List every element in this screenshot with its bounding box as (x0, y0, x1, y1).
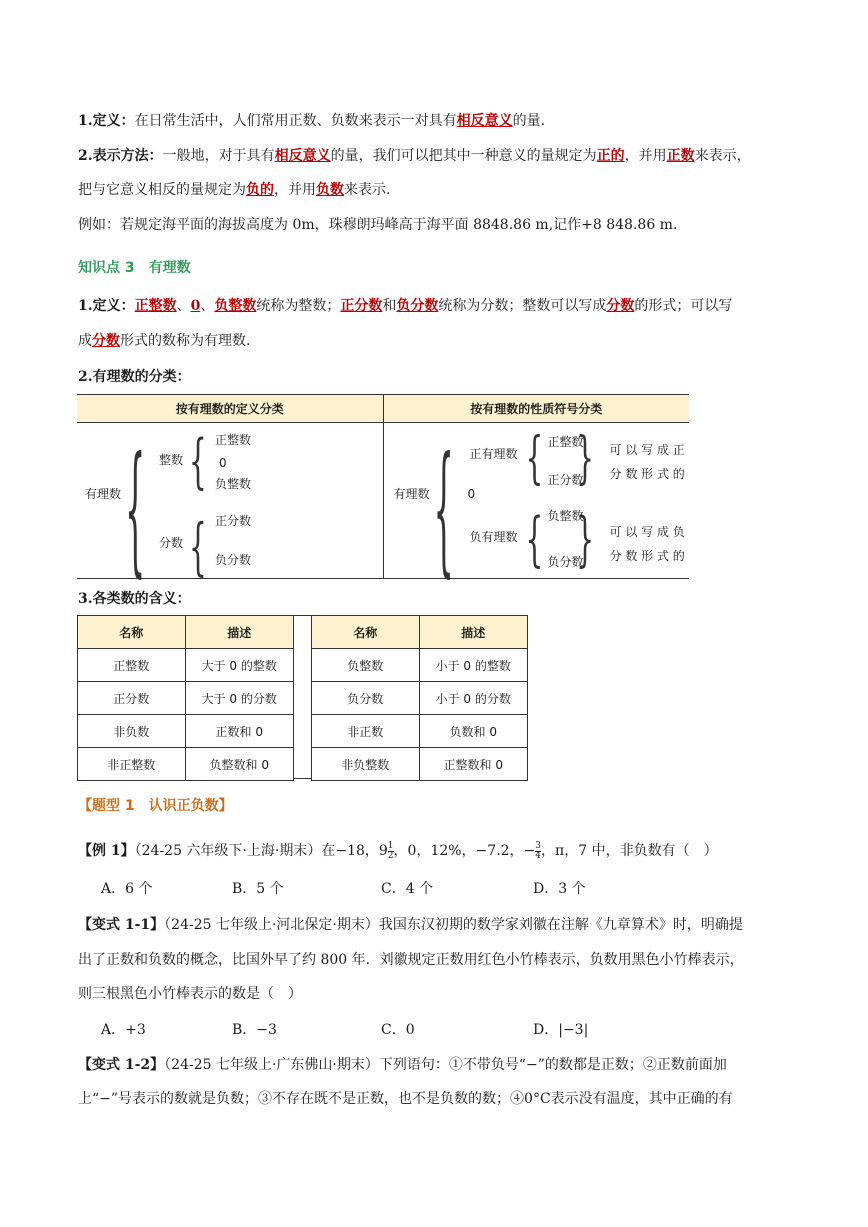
fraction: $\frac{3}{4}$ (535, 840, 542, 861)
option-d[interactable]: D．3 个 (533, 881, 586, 897)
classification-header-sign: 按有理数的性质符号分类 (383, 395, 689, 423)
representation-line-2: 把与它意义相反的量规定为负的，并用负数来表示. (78, 182, 391, 198)
variant-1-1-line-1: 【变式 1-1】（24-25 七年级上·河北保定·期末）我国东汉初期的数学家刘徽在注解《九章算术》时，明确提 (78, 917, 743, 933)
classification-by-definition (77, 423, 383, 593)
classification-header-definition: 按有理数的定义分类 (77, 395, 383, 423)
variant-1-2-line-1: 【变式 1-2】（24-25 七年级上·广东佛山·期末）下列语句：①不带负号“−”的数都是正数；②正数前面加 (78, 1057, 727, 1073)
question-type-heading: 【题型 1 认识正负数】 (78, 798, 233, 814)
section-heading: 知识点 3 有理数 (78, 260, 191, 276)
table-row: 非正整数 负整数和 0 (78, 748, 294, 781)
rational-definition-line-1: 1.定义：正整数、0、负整数统称为整数；正分数和负分数统称为分数；整数可以写成分数的形式；可以写 (78, 298, 733, 314)
tree-negative-integer: 负整数 (547, 509, 584, 523)
variant-1-1-line-2: 出了正数和负数的概念，比国外早了约 800 年．刘徽规定正数用红色小竹棒表示，负数用黑色小竹棒表示， (78, 952, 744, 968)
tree-root: 有理数 (393, 487, 430, 501)
option-a[interactable]: A．6 个 (101, 881, 153, 897)
tree-positive-rational: 正有理数 (469, 447, 518, 461)
option-d[interactable]: D．|−3| (533, 1022, 589, 1038)
brace-icon: { (125, 425, 146, 593)
header-name: 名称 (78, 616, 186, 649)
variant-1-1-line-3: 则三根黑色小竹棒表示的数是（ ） (78, 986, 302, 1002)
example-line: 例如：若规定海平面的海拔高度为 0m，珠穆朗玛峰高于海平面 8848.86 m,记作+8 848.86 m. (78, 217, 678, 233)
variant-1-2-line-2: 上“−”号表示的数就是负数；③不存在既不是正数，也不是负数的数；④0°C表示没有温度，其中正确的有 (78, 1091, 733, 1107)
tree-note-negative-1: 可 以 写 成 负 (609, 525, 685, 539)
tree-fraction: 分数 (159, 536, 184, 550)
header-description: 描述 (419, 616, 528, 649)
meaning-table-right (311, 615, 528, 781)
option-c[interactable]: C．4 个 (381, 881, 434, 897)
option-a[interactable]: A．+3 (101, 1022, 146, 1038)
tree-negative-fraction: 负分数 (547, 555, 584, 569)
tree-integer: 整数 (159, 453, 184, 467)
rational-definition-line-2: 成分数形式的数称为有理数. (78, 333, 251, 349)
tree-zero: 0 (467, 487, 476, 501)
tree-negative-integer: 负整数 (215, 477, 252, 491)
definition-line: 1.定义：在日常生活中，人们常用正数、负数来表示一对具有相反意义的量. (78, 113, 546, 129)
classification-by-sign (383, 423, 689, 593)
example-1-question: 【例 1】（24-25 六年级下·上海·期末）在−18，9 $\frac{1}{2}$ ，0，12%，−7.2，− $\frac{3}{4}$ ，π，7 中，非负数有（ ） (78, 840, 718, 861)
brace-icon: { (575, 505, 594, 575)
option-b[interactable]: B．−3 (232, 1022, 277, 1038)
tree-positive-fraction: 正分数 (215, 514, 252, 528)
tree-positive-integer: 正整数 (215, 433, 252, 447)
tree-negative-fraction: 负分数 (215, 553, 252, 567)
classification-table (77, 394, 689, 593)
option-c[interactable]: C．0 (381, 1022, 415, 1038)
tree-note-negative-2: 分 数 形 式 的 (609, 549, 685, 563)
table-gap (294, 615, 311, 779)
tree-note-positive-2: 分 数 形 式 的 (609, 467, 685, 481)
brace-icon: { (189, 427, 207, 497)
table-row: 负整数 小于 0 的整数 (312, 649, 528, 682)
table-row: 负分数 小于 0 的分数 (312, 682, 528, 715)
option-b[interactable]: B．5 个 (232, 881, 284, 897)
tree-negative-rational: 负有理数 (469, 530, 518, 544)
header-description: 描述 (185, 616, 294, 649)
table-row: 正分数 大于 0 的分数 (78, 682, 294, 715)
table-row: 非正数 负数和 0 (312, 715, 528, 748)
fraction: $\frac{1}{2}$ (387, 840, 394, 861)
brace-icon: { (433, 425, 454, 593)
brace-icon: { (525, 425, 544, 491)
classification-heading: 2.有理数的分类： (78, 369, 191, 385)
tree-root: 有理数 (85, 487, 122, 501)
table-row: 非负数 正数和 0 (78, 715, 294, 748)
representation-line-1: 2.表示方法：一般地，对于具有相反意义的量，我们可以把其中一种意义的量规定为正的，并用正数来表示， (78, 148, 751, 164)
meaning-table-left (77, 615, 294, 781)
tree-zero: 0 (219, 456, 227, 470)
header-name: 名称 (312, 616, 420, 649)
brace-icon: { (525, 505, 544, 575)
brace-icon: { (575, 425, 594, 491)
tree-positive-fraction: 正分数 (547, 473, 584, 487)
brace-icon: { (189, 511, 207, 584)
tree-note-positive-1: 可 以 写 成 正 (609, 443, 685, 457)
tree-positive-integer: 正整数 (547, 435, 584, 449)
meaning-heading: 3.各类数的含义： (78, 591, 191, 607)
table-row: 正整数 大于 0 的整数 (78, 649, 294, 682)
table-row: 非负整数 正整数和 0 (312, 748, 528, 781)
